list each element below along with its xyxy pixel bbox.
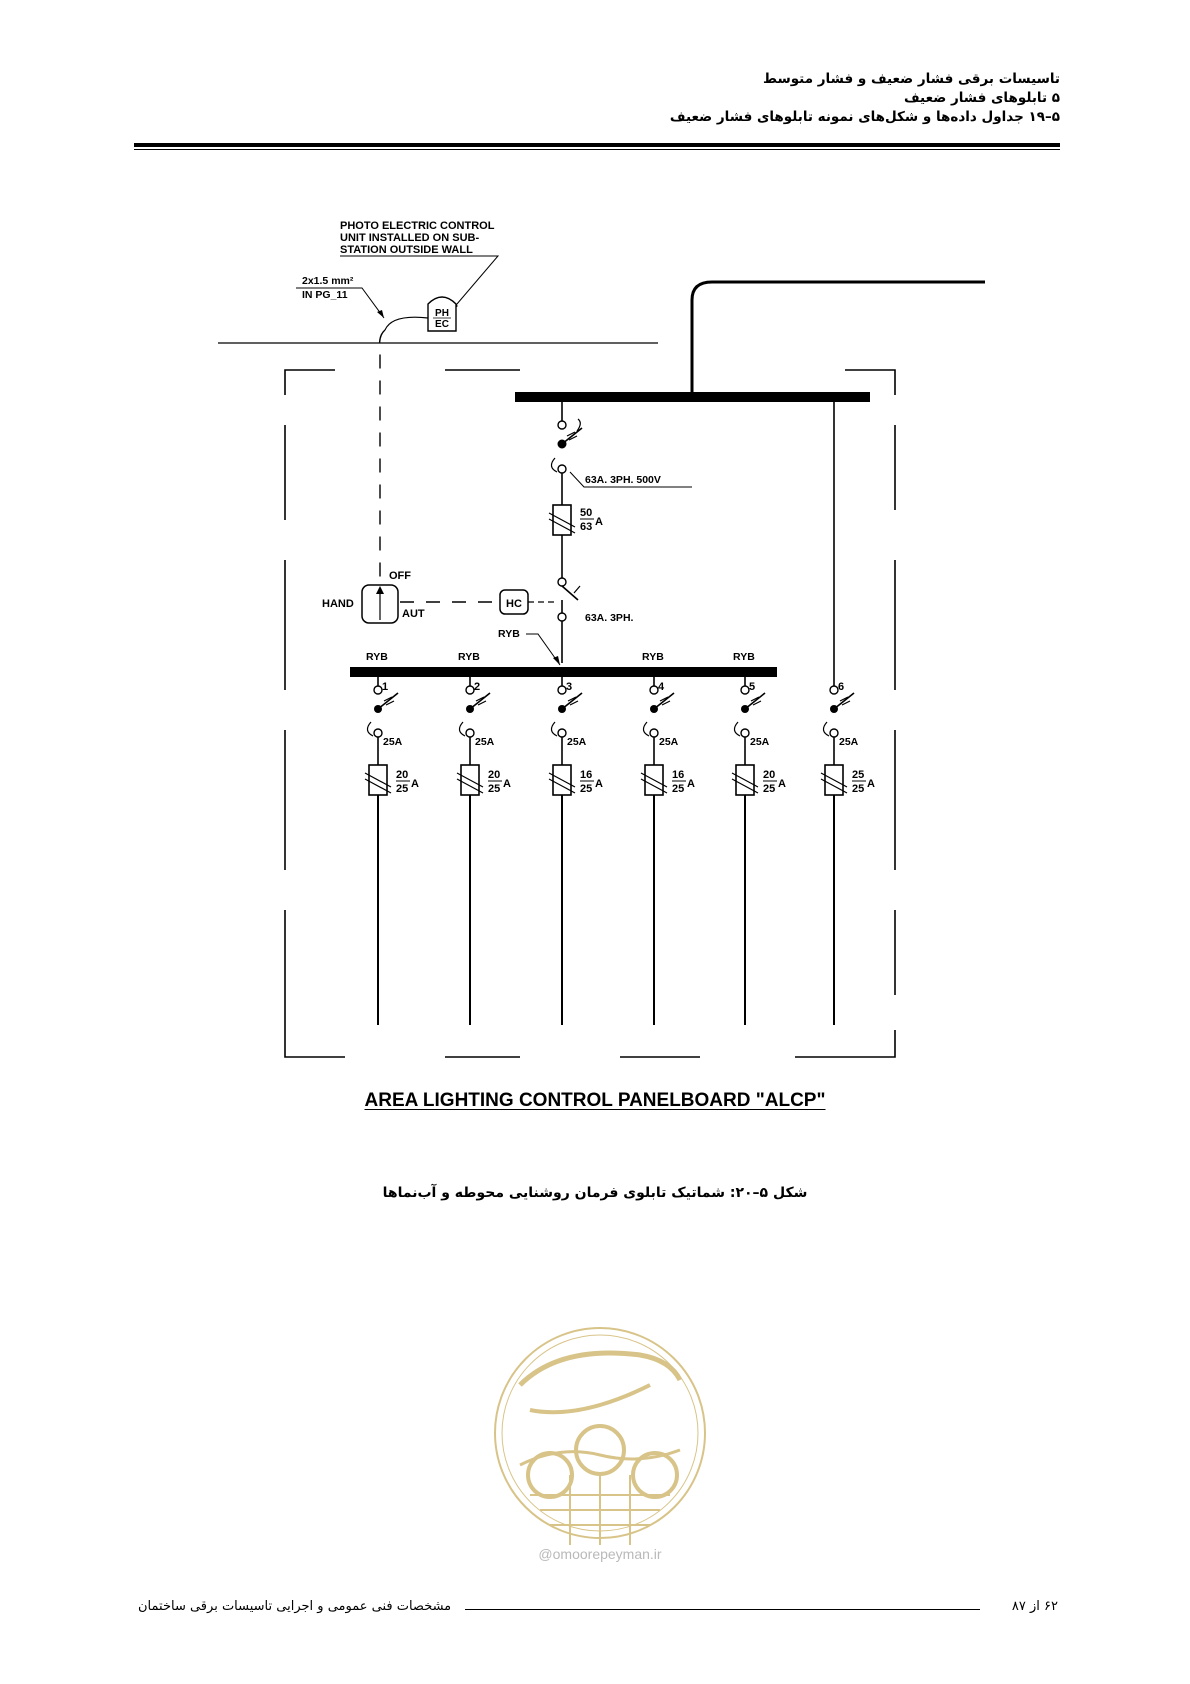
- breaker-trip-hook: [734, 722, 740, 736]
- svg-text:@omoorepeyman.ir: @omoorepeyman.ir: [538, 1546, 662, 1562]
- circuit-breaker-rating: 25A: [839, 736, 859, 748]
- header-line-3: ۵–۱۹ جداول داده‌ها و شکل‌های نمونه تابلوهای فشار ضعیف: [669, 109, 1060, 125]
- breaker-terminal-bottom: [374, 729, 382, 737]
- breaker-blade: [562, 693, 582, 709]
- circuit-meter-unit: A: [411, 778, 419, 790]
- hand-off-auto-selector: [322, 570, 425, 623]
- contactor-rating-label: 63A. 3PH.: [585, 612, 634, 624]
- breaker-blade: [834, 693, 854, 709]
- outgoing-circuits: [365, 402, 875, 1025]
- footer-document-title: مشخصات فنی عمومی و اجرایی تاسیسات برقی ساختمان: [138, 1599, 452, 1614]
- circuit-meter-denominator: 25: [488, 783, 501, 795]
- breaker-terminal-bottom: [558, 729, 566, 737]
- circuit-phase-label: RYB: [366, 651, 388, 663]
- svg-text:EC: EC: [435, 319, 449, 330]
- circuit-phase-label: RYB: [458, 651, 480, 663]
- main-meter-label: [580, 507, 603, 533]
- header-line-2: ۵ تابلوهای فشار ضعیف: [903, 90, 1060, 106]
- svg-text:HC: HC: [506, 598, 522, 610]
- circuit-breaker-rating: 25A: [383, 736, 403, 748]
- breaker-trip-hook: [823, 722, 829, 736]
- circuit-breaker-rating: 25A: [475, 736, 495, 748]
- circuit-meter-unit: A: [687, 778, 695, 790]
- circuit-meter-denominator: 25: [763, 783, 776, 795]
- circuit-number: 4: [658, 681, 665, 693]
- footer-rule: [465, 1609, 980, 1610]
- breaker-terminal-bottom: [830, 729, 838, 737]
- footer-page-number: ۶۲ از ۸۷: [1011, 1599, 1058, 1614]
- circuit-number: 5: [749, 681, 756, 693]
- diagram-title: AREA LIGHTING CONTROL PANELBOARD "ALCP": [364, 1090, 826, 1111]
- circuit-meter-denominator: 25: [580, 783, 593, 795]
- svg-text:OFF: OFF: [389, 570, 411, 582]
- incoming-feeder: [692, 282, 985, 395]
- cable-note: [296, 275, 384, 318]
- svg-text:HAND: HAND: [322, 598, 354, 610]
- photo-electric-unit-symbol: [385, 297, 456, 331]
- circuit-breaker-rating: 25A: [567, 736, 587, 748]
- circuit-meter-unit: A: [595, 778, 603, 790]
- breaker-terminal-bottom: [466, 729, 474, 737]
- circuit-breaker-rating: 25A: [750, 736, 770, 748]
- svg-text:RYB: RYB: [498, 628, 520, 640]
- breaker-trip-hook: [459, 722, 465, 736]
- ryb-incoming-label: [498, 628, 560, 665]
- svg-text:63A. 3PH. 500V: 63A. 3PH. 500V: [585, 474, 661, 486]
- svg-text:PH: PH: [435, 308, 449, 319]
- svg-text:STATION OUTSIDE WALL: STATION OUTSIDE WALL: [340, 244, 473, 256]
- figure-caption: شکل ۵–۲۰: شماتیک تابلوی فرمان روشنایی محوطه و آب‌نماها: [382, 1185, 808, 1201]
- photo-electric-note: [340, 220, 498, 311]
- circuit-meter-unit: A: [867, 778, 875, 790]
- busbar-tap-dot: [466, 668, 475, 677]
- breaker-terminal-top: [558, 686, 566, 694]
- main-incomer-branch: [549, 402, 582, 663]
- busbar-tap-dot: [374, 668, 383, 677]
- circuit-number: 6: [838, 681, 845, 693]
- busbar-tap-dot: [558, 668, 567, 677]
- header-line-1: تاسیسات برقی فشار ضعیف و فشار متوسط: [762, 71, 1060, 87]
- breaker-blade: [470, 693, 490, 709]
- breaker-terminal-top: [374, 686, 382, 694]
- svg-text:63: 63: [580, 521, 593, 533]
- circuit-number: 1: [382, 681, 389, 693]
- breaker-trip-hook: [643, 722, 649, 736]
- circuit-breaker-rating: 25A: [659, 736, 679, 748]
- svg-text:50: 50: [580, 507, 593, 519]
- breaker-terminal-top: [650, 686, 658, 694]
- hc-control-box: [500, 590, 556, 614]
- svg-text:IN PG_11: IN PG_11: [302, 289, 348, 301]
- circuit-meter-numerator: 16: [672, 769, 685, 781]
- breaker-trip-hook: [367, 722, 373, 736]
- breaker-trip-hook: [551, 722, 557, 736]
- circuit-meter-denominator: 25: [852, 783, 865, 795]
- breaker-terminal-bottom: [741, 729, 749, 737]
- circuit-phase-label: RYB: [642, 651, 664, 663]
- circuit-meter-denominator: 25: [396, 783, 409, 795]
- circuit-meter-denominator: 25: [672, 783, 685, 795]
- circuit-meter-unit: A: [778, 778, 786, 790]
- circuit-number: 2: [474, 681, 481, 693]
- svg-text:UNIT INSTALLED ON SUB-: UNIT INSTALLED ON SUB-: [340, 232, 480, 244]
- omoorepeyman-watermark-logo: [490, 1325, 710, 1565]
- svg-text:PHOTO ELECTRIC CONTROL: PHOTO ELECTRIC CONTROL: [340, 220, 495, 232]
- busbar-tap-dot: [650, 668, 659, 677]
- svg-text:AUT: AUT: [402, 608, 425, 620]
- circuit-meter-numerator: 25: [852, 769, 865, 781]
- svg-text:2x1.5 mm²: 2x1.5 mm²: [302, 275, 354, 287]
- busbar-tap-dot: [741, 668, 750, 677]
- circuit-phase-label: RYB: [733, 651, 755, 663]
- breaker-terminal-top: [830, 686, 838, 694]
- circuit-meter-unit: A: [503, 778, 511, 790]
- circuit-meter-numerator: 16: [580, 769, 593, 781]
- circuit-meter-numerator: 20: [488, 769, 501, 781]
- circuit-number: 3: [566, 681, 573, 693]
- breaker-blade: [378, 693, 398, 709]
- breaker-blade: [654, 693, 674, 709]
- main-busbar: [515, 392, 870, 402]
- breaker-blade: [745, 693, 765, 709]
- main-breaker-rating-label: [570, 472, 692, 487]
- breaker-terminal-top: [741, 686, 749, 694]
- breaker-terminal-bottom: [650, 729, 658, 737]
- circuit-meter-numerator: 20: [763, 769, 776, 781]
- circuit-meter-numerator: 20: [396, 769, 409, 781]
- breaker-terminal-top: [466, 686, 474, 694]
- svg-text:A: A: [595, 516, 603, 528]
